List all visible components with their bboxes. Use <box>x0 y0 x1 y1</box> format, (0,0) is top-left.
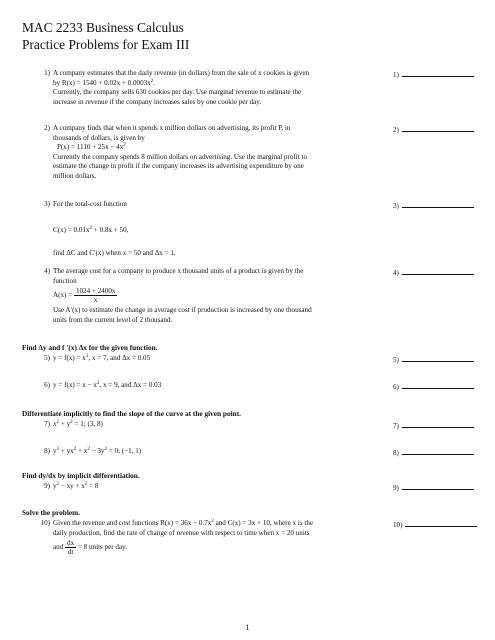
problem-number-9: 9) <box>44 482 50 490</box>
problem-2: A company finds that when it spends x million dollars on advertising, its profit P, in thousands of dollars, is given by $P(x) = 1110 + 25x - 4x^2$ Currently the company spends 8 million dollars on advertising. Use the marginal profit to estimate the change in profit if the company increases its advertising expenditure by one million dollars. <box>53 124 385 182</box>
problem-5: $y = f(x) = x^3$, x = 7, and Δx = 0.05 <box>53 354 151 362</box>
problem-10-rate: and $\frac{dx}{dt}$ = 8 units per day. <box>53 539 127 557</box>
problem-number-10: 10) <box>40 519 50 527</box>
problem-number-6: 6) <box>44 381 50 389</box>
problem-number-3: 3) <box>44 200 50 208</box>
answer-blank-1[interactable]: 1) <box>393 69 474 81</box>
section-heading-4: Solve the problem. <box>22 508 81 517</box>
problem-1-formula: by $R(x) = 1540 + 0.02x + 0.0003x^2$. <box>53 78 155 87</box>
problem-9: $y^2$ − xy + $x^2 = 8$ <box>53 482 99 490</box>
problem-1: A company estimates that the daily revenue (in dollars) from the sale of x cookies is given by $R(x) = 1540 + 0.02x + 0.0003x^2$. Currently, the company sells 630 cookies per day. Use marginal revenue to estimate the increase in revenue if the company increases sales by one cookie per day. <box>53 69 385 107</box>
answer-blank-6[interactable]: 6) <box>393 381 474 393</box>
answer-blank-2[interactable]: 2) <box>393 124 474 136</box>
answer-blank-4[interactable]: 4) <box>393 267 474 279</box>
problem-8: $y^3 + yx^2 + x^2 - 3y^2 = 0$; (−1, 1) <box>53 447 142 455</box>
answer-blank-7[interactable]: 7) <box>393 420 474 432</box>
answer-blank-9[interactable]: 9) <box>393 482 474 494</box>
problem-number-4: 4) <box>44 267 50 275</box>
problem-3-question: find ΔC and C′(x) when x = 50 and Δx = 1. <box>53 249 176 257</box>
problem-4-formula: A(x) = $\frac{1024 + 2400x}{x}$ <box>53 287 116 305</box>
problem-number-2: 2) <box>44 124 50 132</box>
answer-blank-3[interactable]: 3) <box>393 200 474 212</box>
problem-6: $y = f(x) = x - x^2$, x = 9, and Δx = 0.03 <box>53 381 162 389</box>
page-number: 1 <box>245 623 250 632</box>
section-heading-3: Find dy/dx by implicit differentiation. <box>22 471 140 480</box>
section-heading-2: Differentiate implicitly to find the slope of the curve at the given point. <box>22 409 241 418</box>
problem-4: The average cost for a company to produce x thousand units of a product is given by the function A(x) = $\frac{1024 + 2400x}{x}$ Use A′(x) to estimate the change in average cost if production is increased by one thousand units from the current level of 2 thousand. <box>53 267 385 325</box>
section-heading-1: Find Δy and f ′(x) Δx for the given function. <box>22 343 158 352</box>
problem-number-8: 8) <box>44 447 50 455</box>
page-title-line2: Practice Problems for Exam III <box>22 37 190 52</box>
page-title-line1: MAC 2233 Business Calculus <box>22 20 184 35</box>
answer-blank-10[interactable]: 10) <box>393 519 477 531</box>
answer-blank-8[interactable]: 8) <box>393 447 474 459</box>
problem-2-formula: $P(x) = 1110 + 25x - 4x^2$ <box>57 143 126 152</box>
problem-number-5: 5) <box>44 354 50 362</box>
problem-3: For the total-cost function <box>53 200 127 208</box>
problem-number-1: 1) <box>44 69 50 77</box>
problem-10: Given the revenue and cost functions $R(x) = 36x - 0.7x^2$ and C(x) = 3x + 10, where x is the daily production, find the rate of change of revenue with respect to time when x = 20 units and $\frac{dx}{dt}$ = 8 units per day. <box>53 519 385 556</box>
problem-3-formula: $C(x) = 0.01x^2 + 0.8x + 50$, <box>53 226 129 234</box>
answer-blank-5[interactable]: 5) <box>393 354 474 366</box>
problem-7: $x^2 + y^2 = 1$; (3, 8) <box>53 420 103 428</box>
problem-number-7: 7) <box>44 420 50 428</box>
